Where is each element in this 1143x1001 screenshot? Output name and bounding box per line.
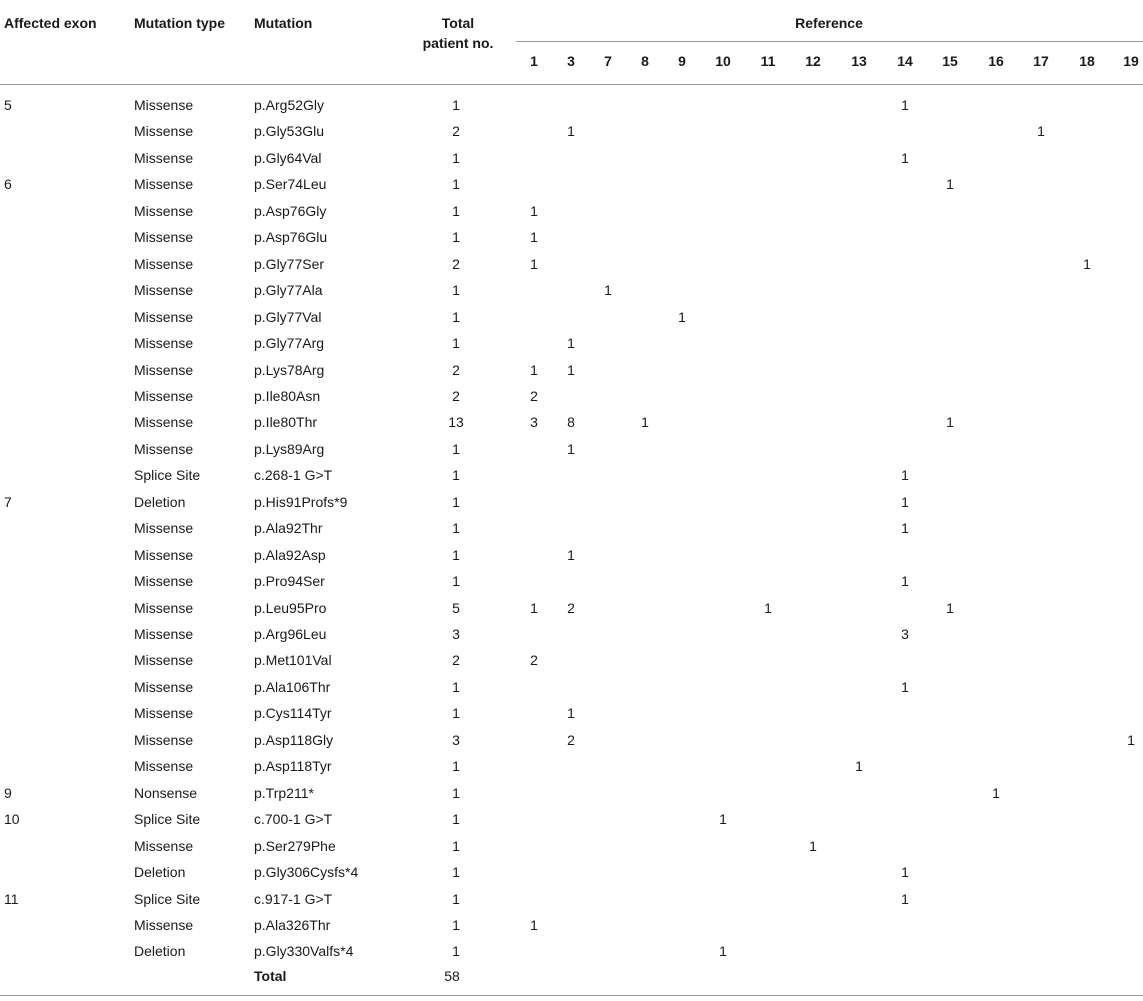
total-cell: 1 — [452, 467, 460, 483]
mutation-cell: p.Cys114Tyr — [254, 705, 332, 721]
header-mutation: Mutation — [254, 15, 313, 31]
mutation-cell: p.Ile80Asn — [254, 388, 321, 404]
ref-col-header-3: 3 — [567, 53, 575, 69]
mutation-cell: p.Trp211* — [254, 785, 314, 801]
mutation-type-cell: Deletion — [134, 864, 186, 880]
mutation-cell: p.His91Profs*9 — [254, 494, 348, 510]
mutation-type-cell: Missense — [134, 652, 194, 668]
mutation-cell: p.Pro94Ser — [254, 573, 325, 589]
exon-cell: 10 — [4, 811, 20, 827]
ref-cell-3: 1 — [567, 123, 575, 139]
ref-cell-3: 1 — [567, 547, 575, 563]
ref-cell-1: 1 — [530, 203, 538, 219]
total-cell: 1 — [452, 282, 460, 298]
mutation-type-cell: Missense — [134, 388, 194, 404]
ref-cell-1: 3 — [530, 414, 538, 430]
ref-cell-1: 2 — [530, 652, 538, 668]
mutation-cell: p.Lys89Arg — [254, 441, 325, 457]
ref-cell-14: 1 — [901, 520, 909, 536]
ref-cell-10: 1 — [719, 943, 727, 959]
ref-col-header-14: 14 — [897, 53, 913, 69]
mutation-cell: p.Ala106Thr — [254, 679, 331, 695]
mutation-cell: p.Ala326Thr — [254, 917, 331, 933]
mutation-type-cell: Missense — [134, 441, 194, 457]
ref-cell-3: 2 — [567, 732, 575, 748]
mutation-cell: p.Ser74Leu — [254, 176, 327, 192]
mutation-type-cell: Missense — [134, 150, 194, 166]
ref-col-header-9: 9 — [678, 53, 686, 69]
total-cell: 1 — [452, 758, 460, 774]
mutation-type-cell: Missense — [134, 97, 194, 113]
total-cell: 1 — [452, 785, 460, 801]
ref-col-header-8: 8 — [641, 53, 649, 69]
mutation-cell: p.Ser279Phe — [254, 838, 336, 854]
mutation-cell: p.Gly77Ser — [254, 256, 325, 272]
exon-cell: 6 — [4, 176, 12, 192]
ref-col-header-19: 19 — [1123, 53, 1139, 69]
mutation-cell: p.Lys78Arg — [254, 362, 325, 378]
ref-cell-13: 1 — [855, 758, 863, 774]
header-affected-exon: Affected exon — [4, 15, 97, 31]
ref-cell-14: 1 — [901, 864, 909, 880]
total-cell: 1 — [452, 679, 460, 695]
header-rule — [0, 84, 1143, 85]
mutation-cell: p.Asp118Gly — [254, 732, 334, 748]
mutation-cell: p.Asp118Tyr — [254, 758, 332, 774]
total-cell: 1 — [452, 811, 460, 827]
ref-cell-8: 1 — [641, 414, 649, 430]
total-cell: 13 — [448, 414, 464, 430]
ref-cell-14: 1 — [901, 467, 909, 483]
ref-col-header-18: 18 — [1079, 53, 1095, 69]
mutation-type-cell: Missense — [134, 123, 194, 139]
ref-col-header-7: 7 — [604, 53, 612, 69]
header-reference: Reference — [795, 15, 863, 31]
mutation-type-cell: Missense — [134, 520, 194, 536]
mutation-type-cell: Missense — [134, 414, 194, 430]
total-cell: 1 — [452, 520, 460, 536]
ref-cell-9: 1 — [678, 309, 686, 325]
ref-cell-14: 1 — [901, 150, 909, 166]
mutation-type-cell: Missense — [134, 362, 194, 378]
ref-col-header-16: 16 — [988, 53, 1004, 69]
ref-cell-15: 1 — [946, 414, 954, 430]
mutation-type-cell: Missense — [134, 229, 194, 245]
total-cell: 1 — [452, 229, 460, 245]
mutation-cell: p.Gly330Valfs*4 — [254, 943, 354, 959]
ref-cell-3: 1 — [567, 335, 575, 351]
ref-cell-18: 1 — [1083, 256, 1091, 272]
ref-cell-15: 1 — [946, 176, 954, 192]
mutation-type-cell: Missense — [134, 176, 194, 192]
mutation-cell: p.Gly64Val — [254, 150, 322, 166]
total-cell: 1 — [452, 838, 460, 854]
total-cell: 1 — [452, 705, 460, 721]
ref-cell-1: 1 — [530, 256, 538, 272]
mutation-cell: p.Arg96Leu — [254, 626, 327, 642]
total-cell: 1 — [452, 97, 460, 113]
ref-col-header-17: 17 — [1033, 53, 1049, 69]
ref-cell-19: 1 — [1127, 732, 1135, 748]
total-cell: 1 — [452, 150, 460, 166]
mutation-cell: p.Ile80Thr — [254, 414, 318, 430]
mutation-cell: p.Gly306Cysfs*4 — [254, 864, 359, 880]
mutation-type-cell: Deletion — [134, 494, 186, 510]
exon-cell: 11 — [4, 891, 19, 907]
mutation-type-cell: Missense — [134, 838, 194, 854]
total-cell: 1 — [452, 335, 460, 351]
mutation-type-cell: Missense — [134, 626, 194, 642]
total-cell: 2 — [452, 388, 460, 404]
mutation-cell: p.Leu95Pro — [254, 600, 327, 616]
mutation-type-cell: Missense — [134, 705, 194, 721]
mutation-cell: p.Ala92Thr — [254, 520, 323, 536]
mutation-cell: c.268-1 G>T — [254, 467, 333, 483]
header-mutation-type: Mutation type — [134, 15, 225, 31]
exon-cell: 7 — [4, 494, 12, 510]
total-cell: 1 — [452, 547, 460, 563]
mutation-type-cell: Splice Site — [134, 467, 201, 483]
mutation-cell: p.Met101Val — [254, 652, 332, 668]
total-cell: 1 — [452, 441, 460, 457]
mutation-cell: p.Gly53Glu — [254, 123, 325, 139]
ref-cell-1: 1 — [530, 917, 538, 933]
total-cell: 2 — [452, 256, 460, 272]
mutation-type-cell: Missense — [134, 600, 194, 616]
total-cell: 1 — [452, 573, 460, 589]
exon-cell: 9 — [4, 785, 12, 801]
header-total-line2: patient no. — [422, 35, 494, 51]
ref-cell-15: 1 — [946, 600, 954, 616]
ref-col-header-10: 10 — [715, 53, 731, 69]
ref-cell-14: 1 — [901, 679, 909, 695]
mutation-type-cell: Missense — [134, 309, 194, 325]
ref-cell-1: 2 — [530, 388, 538, 404]
ref-cell-7: 1 — [604, 282, 612, 298]
total-cell: 1 — [452, 864, 460, 880]
bottom-rule — [0, 995, 1143, 996]
ref-col-header-12: 12 — [805, 53, 821, 69]
mutation-type-cell: Missense — [134, 203, 194, 219]
ref-col-header-11: 11 — [760, 53, 776, 69]
ref-cell-1: 1 — [530, 600, 538, 616]
ref-cell-16: 1 — [992, 785, 1000, 801]
total-row-label: Total — [254, 968, 287, 984]
mutation-type-cell: Nonsense — [134, 785, 198, 801]
mutation-cell: p.Gly77Ala — [254, 282, 323, 298]
total-cell: 3 — [452, 626, 460, 642]
mutation-cell: p.Ala92Asp — [254, 547, 326, 563]
total-row-value: 58 — [444, 968, 460, 984]
mutation-type-cell: Missense — [134, 917, 194, 933]
ref-cell-3: 2 — [567, 600, 575, 616]
ref-cell-3: 1 — [567, 705, 575, 721]
ref-cell-14: 1 — [901, 494, 909, 510]
ref-cell-14: 3 — [901, 626, 909, 642]
mutation-type-cell: Missense — [134, 732, 194, 748]
exon-cell: 5 — [4, 97, 12, 113]
total-cell: 3 — [452, 732, 460, 748]
ref-col-header-1: 1 — [530, 53, 538, 69]
ref-cell-17: 1 — [1037, 123, 1045, 139]
ref-cell-10: 1 — [719, 811, 727, 827]
total-cell: 1 — [452, 891, 460, 907]
total-cell: 2 — [452, 362, 460, 378]
total-cell: 1 — [452, 309, 460, 325]
mutation-cell: p.Asp76Glu — [254, 229, 328, 245]
total-cell: 2 — [452, 123, 460, 139]
total-cell: 1 — [452, 203, 460, 219]
mutation-type-cell: Missense — [134, 256, 194, 272]
ref-cell-3: 8 — [567, 414, 575, 430]
total-cell: 1 — [452, 176, 460, 192]
mutation-cell: c.700-1 G>T — [254, 811, 333, 827]
mutation-cell: p.Arg52Gly — [254, 97, 325, 113]
mutation-cell: p.Gly77Val — [254, 309, 322, 325]
mutation-type-cell: Missense — [134, 335, 194, 351]
mutation-type-cell: Missense — [134, 573, 194, 589]
mutation-cell: p.Gly77Arg — [254, 335, 325, 351]
ref-col-header-15: 15 — [942, 53, 958, 69]
mutation-type-cell: Missense — [134, 758, 194, 774]
total-cell: 5 — [452, 600, 460, 616]
ref-cell-14: 1 — [901, 97, 909, 113]
total-cell: 1 — [452, 494, 460, 510]
ref-cell-3: 1 — [567, 441, 575, 457]
ref-cell-12: 1 — [809, 838, 817, 854]
ref-col-header-13: 13 — [851, 53, 867, 69]
total-cell: 1 — [452, 943, 460, 959]
mutation-type-cell: Missense — [134, 547, 194, 563]
header-total-line1: Total — [441, 15, 475, 31]
ref-cell-3: 1 — [567, 362, 575, 378]
mutation-type-cell: Missense — [134, 679, 194, 695]
mutation-type-cell: Missense — [134, 282, 194, 298]
ref-cell-1: 1 — [530, 229, 538, 245]
ref-cell-11: 1 — [764, 600, 772, 616]
mutation-cell: p.Asp76Gly — [254, 203, 327, 219]
reference-subrule — [516, 41, 1143, 42]
mutation-type-cell: Splice Site — [134, 891, 201, 907]
mutation-type-cell: Deletion — [134, 943, 186, 959]
ref-cell-14: 1 — [901, 573, 909, 589]
mutation-cell: c.917-1 G>T — [254, 891, 333, 907]
ref-cell-14: 1 — [901, 891, 909, 907]
total-cell: 1 — [452, 917, 460, 933]
mutation-type-cell: Splice Site — [134, 811, 201, 827]
total-cell: 2 — [452, 652, 460, 668]
ref-cell-1: 1 — [530, 362, 538, 378]
